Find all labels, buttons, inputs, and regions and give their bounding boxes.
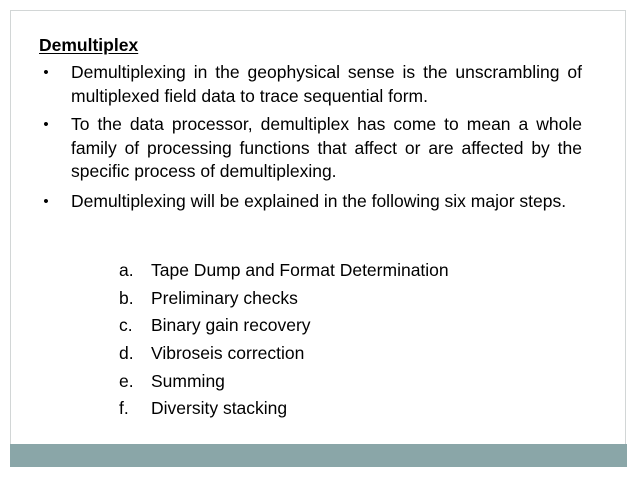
- footer-band: [10, 444, 627, 467]
- step-marker: e.: [119, 370, 134, 391]
- bullet-icon: •: [43, 116, 49, 133]
- step-label: Vibroseis correction: [151, 343, 305, 364]
- bullet-list: [39, 61, 582, 218]
- step-item-e: [112, 369, 449, 397]
- bullet-text: Demultiplexing in the geophysical sense is the unscrambling of multiplexed field data to trace sequential form.: [71, 62, 582, 106]
- step-item-a: [112, 258, 449, 286]
- step-item-c: [112, 313, 449, 341]
- step-label: Tape Dump and Format Determination: [151, 260, 449, 280]
- bullet-item: [39, 61, 582, 108]
- step-marker: f.: [119, 398, 129, 419]
- step-item-b: [112, 286, 449, 314]
- step-marker: d.: [119, 343, 134, 364]
- steps-list: [112, 258, 449, 424]
- step-item-d: [112, 341, 449, 369]
- bullet-item: [39, 113, 582, 184]
- step-label: Diversity stacking: [151, 398, 288, 419]
- step-label: Preliminary checks: [151, 287, 298, 308]
- bullet-item: [39, 190, 582, 214]
- step-item-f: [112, 396, 449, 424]
- bullet-icon: •: [43, 192, 49, 210]
- step-marker: c.: [119, 315, 133, 336]
- bullet-icon: •: [43, 64, 49, 81]
- step-label: Binary gain recovery: [151, 315, 311, 336]
- step-marker: b.: [119, 287, 134, 308]
- slide-title: Demultiplex: [39, 35, 139, 55]
- bullet-text: To the data processor, demultiplex has come to mean a whole family of processing functions that affect or are affected by the specific process of demultiplexing.: [71, 114, 582, 181]
- step-marker: a.: [119, 260, 134, 280]
- step-label: Summing: [151, 370, 225, 391]
- bullet-text: Demultiplexing will be explained in the following six major steps.: [71, 190, 567, 211]
